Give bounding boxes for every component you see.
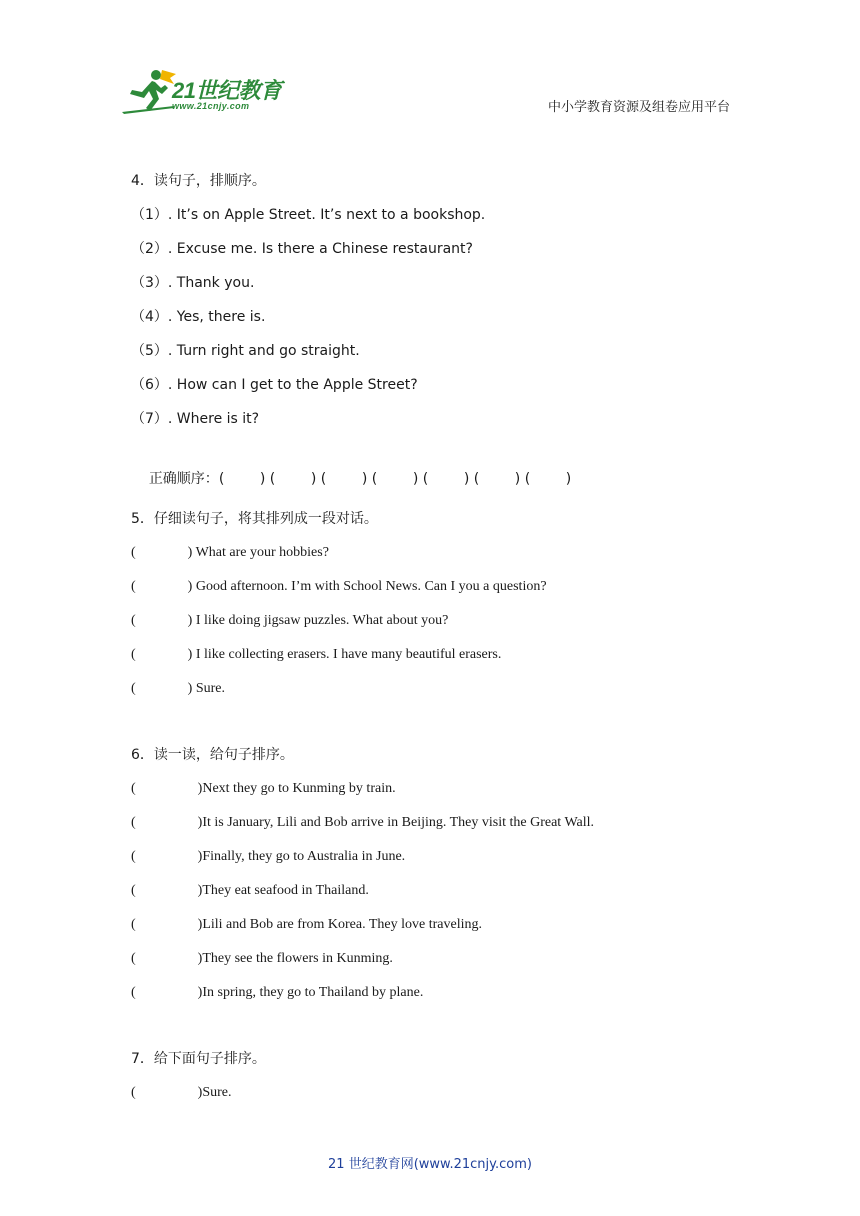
- q5-item: ( ) Good afternoon. I’m with School News. Can I you a question?: [131, 579, 547, 594]
- q5-item: ( ) What are your hobbies?: [131, 545, 329, 560]
- answer-blank[interactable]: ( ): [371, 471, 419, 487]
- q4-item-7: （7）. Where is it?: [131, 411, 260, 427]
- q4-item-6: （6）. How can I get to the Apple Street?: [131, 377, 418, 393]
- question-7-title: 7．给下面句子排序。: [131, 1051, 266, 1067]
- page-footer: 21 世纪教育网(www.21cnjy.com): [328, 1157, 532, 1172]
- worksheet-content: [131, 168, 771, 1114]
- q6-item: ( )It is January, Lili and Bob arrive in Beijing. They visit the Great Wall.: [131, 815, 595, 830]
- question-5-title: 5．仔细读句子，将其排列成一段对话。: [131, 511, 378, 527]
- q6-item: ( )Finally, they go to Australia in June.: [131, 849, 406, 864]
- q4-item-2: （2）. Excuse me. Is there a Chinese restaurant?: [131, 241, 473, 257]
- q4-item-1: （1）. It’s on Apple Street. It’s next to a bookshop.: [131, 207, 486, 223]
- answer-blank[interactable]: ( ): [320, 471, 368, 487]
- q7-item: ( )Sure.: [131, 1085, 232, 1100]
- q4-order-label: 正确顺序：: [148, 471, 219, 487]
- q4-item-3: （3）. Thank you.: [131, 275, 255, 291]
- site-logo: [122, 66, 292, 116]
- runner-logo-icon: [122, 66, 178, 114]
- q4-answer-row: [131, 440, 771, 487]
- logo-text: 21世纪教育: [172, 78, 282, 103]
- answer-blank[interactable]: ( ): [473, 471, 521, 487]
- answer-blank[interactable]: ( ): [218, 471, 266, 487]
- q4-item-5: （5）. Turn right and go straight.: [131, 343, 360, 359]
- answer-blank[interactable]: ( ): [524, 471, 572, 487]
- question-6-title: 6．读一读，给句子排序。: [131, 747, 294, 763]
- header-tagline: 中小学教育资源及组卷应用平台: [547, 100, 730, 115]
- answer-blank[interactable]: ( ): [269, 471, 317, 487]
- q6-item: ( )Lili and Bob are from Korea. They love traveling.: [131, 917, 482, 932]
- question-4-title: 4．读句子，排顺序。: [131, 173, 266, 189]
- logo-url: www.21cnjy.com: [172, 101, 250, 111]
- q6-item: ( )They eat seafood in Thailand.: [131, 883, 369, 898]
- q5-item: ( ) Sure.: [131, 681, 225, 696]
- answer-blank[interactable]: ( ): [422, 471, 470, 487]
- q5-item: ( ) I like collecting erasers. I have many beautiful erasers.: [131, 647, 502, 662]
- q6-item: ( )In spring, they go to Thailand by plane.: [131, 985, 424, 1000]
- q4-item-4: （4）. Yes, there is.: [131, 309, 266, 325]
- q5-item: ( ) I like doing jigsaw puzzles. What about you?: [131, 613, 449, 628]
- q6-item: ( )They see the flowers in Kunming.: [131, 951, 393, 966]
- q6-item: ( )Next they go to Kunming by train.: [131, 781, 396, 796]
- page-header: [0, 0, 860, 130]
